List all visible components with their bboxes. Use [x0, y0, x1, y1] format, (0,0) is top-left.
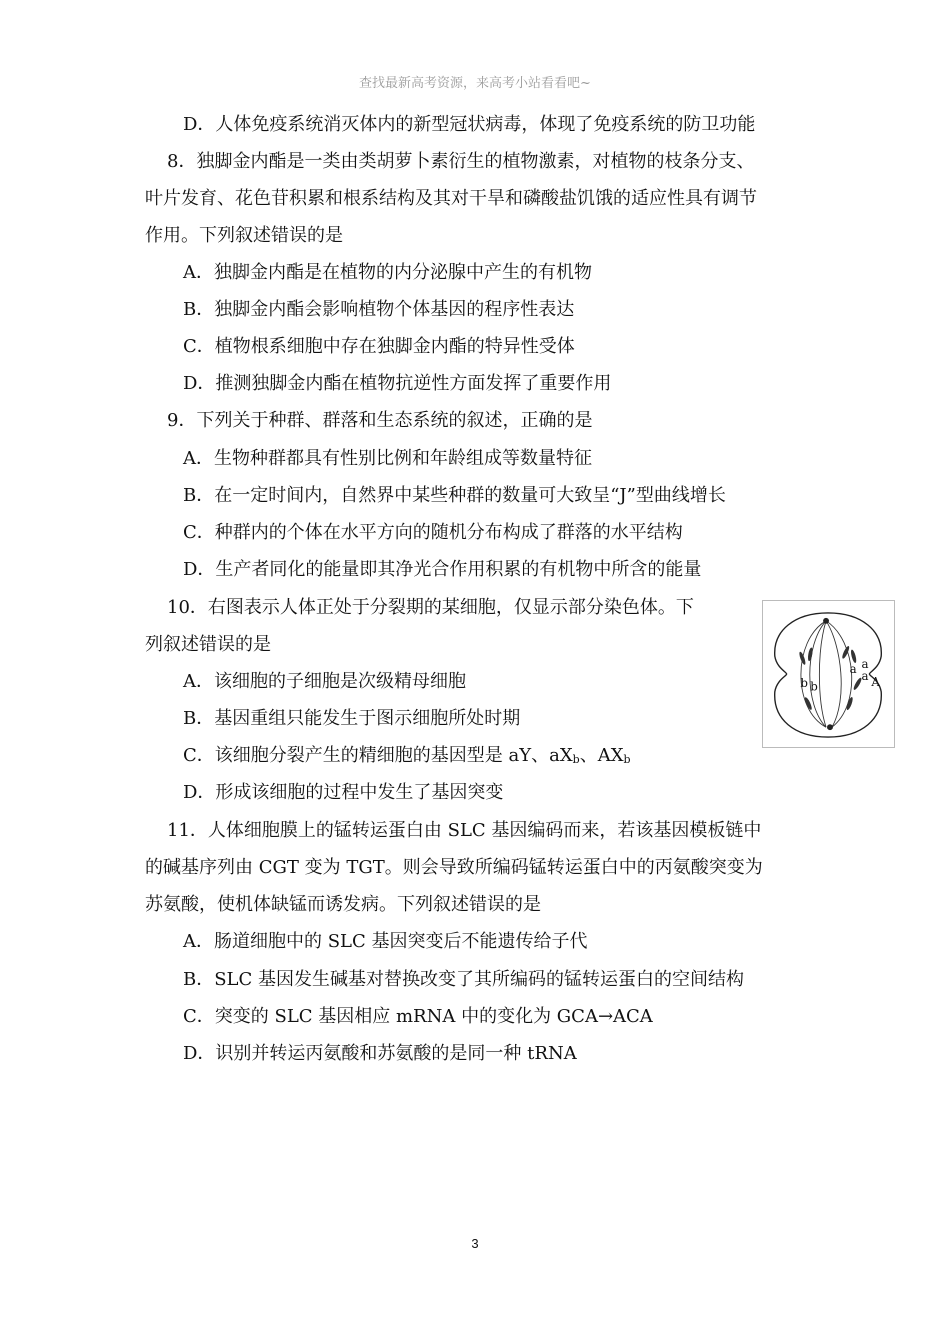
q8-stem-line1: 8．独脚金内酯是一类由类胡萝卜素衍生的植物激素，对植物的枝条分支、 [167, 151, 755, 172]
q11-stem-line3: 苏氨酸，使机体缺锰而诱发病。下列叙述错误的是 [145, 894, 541, 915]
q9-option-c: C．种群内的个体在水平方向的随机分布构成了群落的水平结构 [183, 522, 683, 543]
q10-stem-line1: 10．右图表示人体正处于分裂期的某细胞，仅显示部分染色体。下 [167, 597, 694, 618]
gene-label-a3: a [861, 668, 869, 683]
page-header: 查找最新高考资源，来高考小站看看吧~ [359, 76, 591, 91]
q11-stem-line1: 11．人体细胞膜上的锰转运蛋白由 SLC 基因编码而来，若该基因模板链中 [167, 820, 762, 841]
q8-option-c: C．植物根系细胞中存在独脚金内酯的特异性受体 [183, 336, 575, 357]
q10-option-c-text1: C．该细胞分裂产生的精细胞的基因型是 aY、aX [183, 745, 573, 766]
q9-option-a: A．生物种群都具有性别比例和年龄组成等数量特征 [183, 448, 592, 469]
q11-stem-line2: 的碱基序列由 CGT 变为 TGT。则会导致所编码锰转运蛋白中的丙氨酸突变为 [145, 857, 763, 878]
q8-option-b: B．独脚金内酯会影响植物个体基因的程序性表达 [183, 299, 575, 320]
q10-option-c-sub2: b [623, 753, 631, 766]
q10-option-c [183, 745, 631, 771]
q8-stem-line3: 作用。下列叙述错误的是 [145, 225, 343, 246]
q9-option-b: B．在一定时间内，自然界中某些种群的数量可大致呈“J”型曲线增长 [183, 485, 726, 506]
q10-option-c-text2: 、AX [579, 745, 624, 766]
q9-stem: 9．下列关于种群、群落和生态系统的叙述，正确的是 [167, 410, 593, 431]
q7-option-d: D．人体免疫系统消灭体内的新型冠状病毒，体现了免疫系统的防卫功能 [183, 114, 756, 135]
q8-option-a: A．独脚金内酯是在植物的内分泌腺中产生的有机物 [183, 262, 592, 283]
q11-option-c: C．突变的 SLC 基因相应 mRNA 中的变化为 GCA→ACA [183, 1006, 653, 1027]
q11-option-b: B．SLC 基因发生碱基对替换改变了其所编码的锰转运蛋白的空间结构 [183, 969, 745, 990]
q10-option-d: D．形成该细胞的过程中发生了基因突变 [183, 782, 504, 803]
gene-label-a1: a [861, 657, 869, 672]
q10-stem-line2: 列叙述错误的是 [145, 634, 271, 655]
gene-label-a2: a [849, 662, 857, 677]
q10-option-b: B．基因重组只能发生于图示细胞所处时期 [183, 708, 521, 729]
gene-label-A: A [871, 674, 880, 689]
q9-option-d: D．生产者同化的能量即其净光合作用积累的有机物中所含的能量 [183, 559, 702, 580]
page-number: 3 [471, 1236, 479, 1251]
q8-option-d: D．推测独脚金内酯在植物抗逆性方面发挥了重要作用 [183, 373, 612, 394]
gene-label-b1: b [800, 675, 808, 690]
q10-option-a: A．该细胞的子细胞是次级精母细胞 [183, 671, 466, 692]
cell-division-figure [762, 600, 895, 748]
q11-option-a: A．肠道细胞中的 SLC 基因突变后不能遗传给子代 [183, 931, 588, 952]
gene-label-b2: b [810, 679, 818, 694]
q8-stem-line2: 叶片发育、花色苷积累和根系结构及其对干旱和磷酸盐饥饿的适应性具有调节 [145, 188, 757, 209]
q11-option-d: D．识别并转运丙氨酸和苏氨酸的是同一种 tRNA [183, 1043, 577, 1064]
q10-option-c-sub1: b [572, 753, 580, 766]
